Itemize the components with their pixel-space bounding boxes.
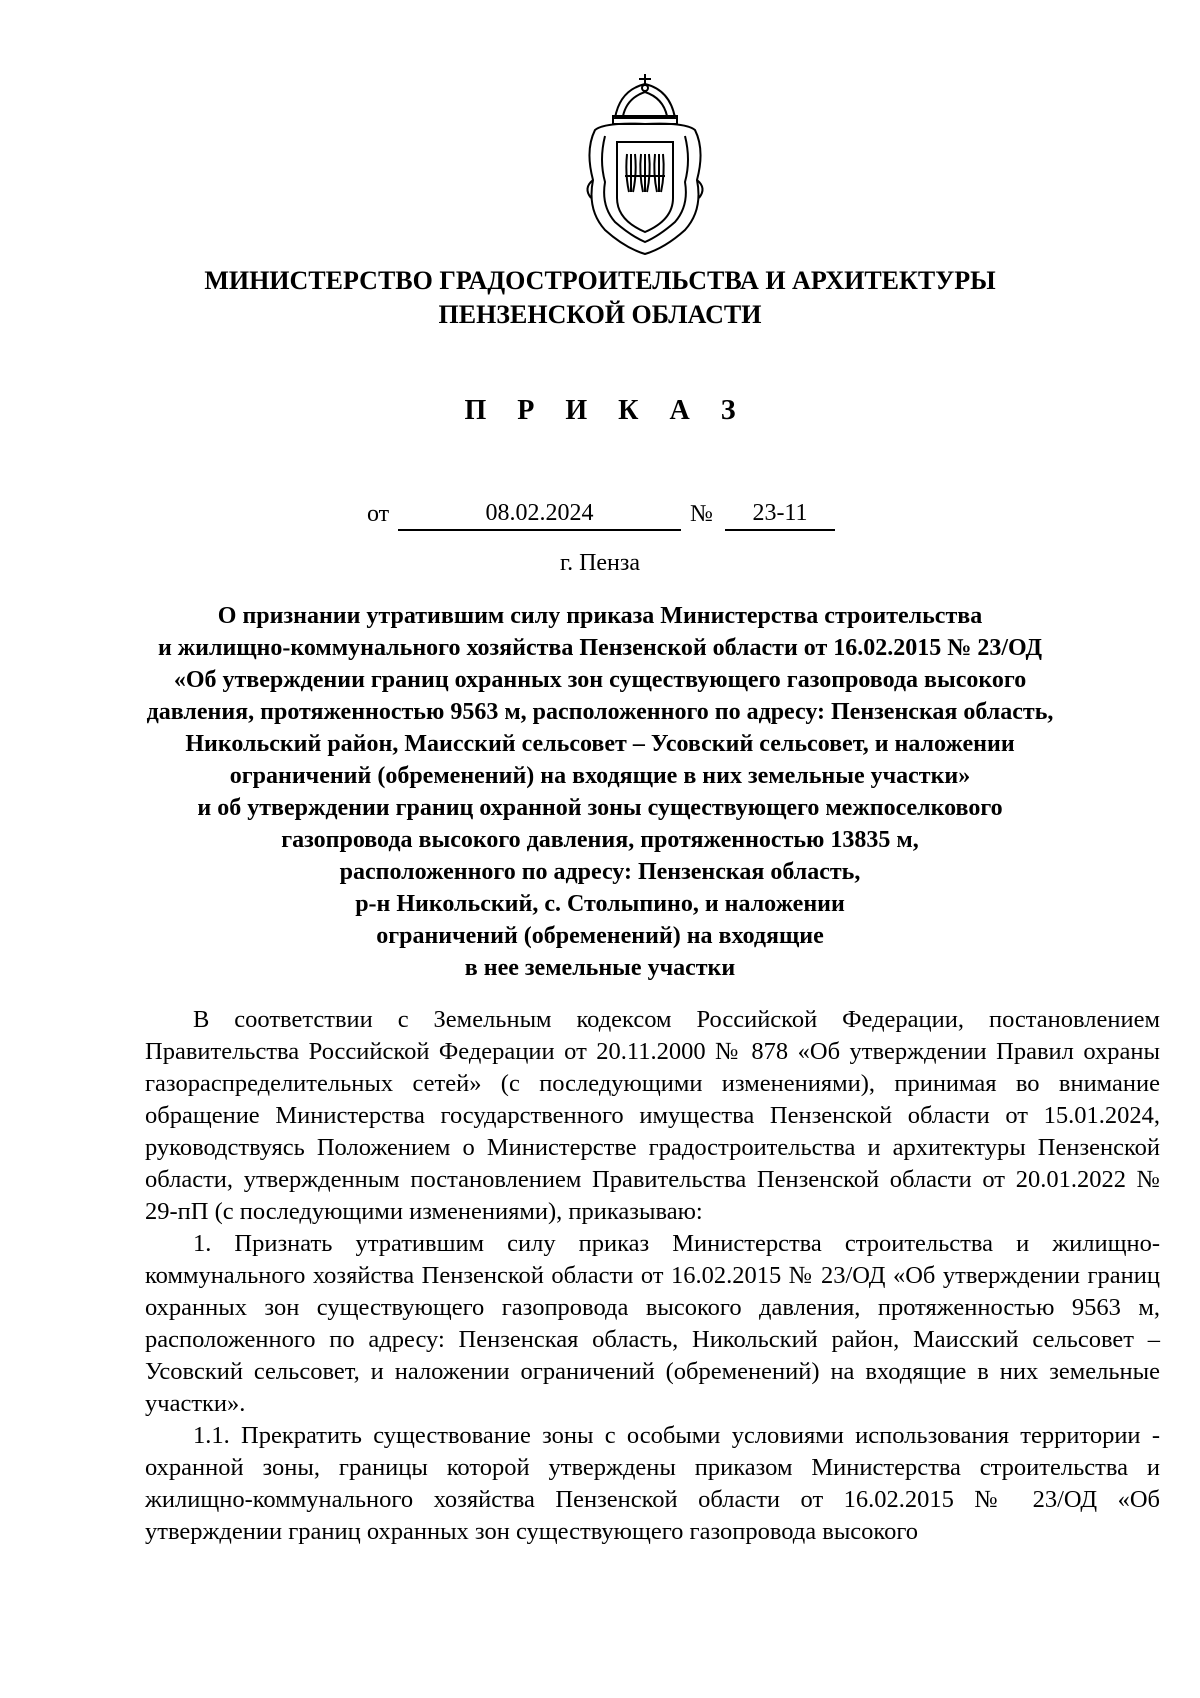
ministry-name xyxy=(100,264,1100,332)
order-subject xyxy=(100,600,1100,984)
subject-line: Никольский район, Маисский сельсовет – Усовский сельсовет, и наложении xyxy=(185,731,1015,757)
subject-line: ограничений (обременений) на входящие xyxy=(376,923,824,949)
order-date-number xyxy=(0,497,1200,537)
order-date: 08.02.2024 xyxy=(398,497,681,531)
subject-line: ограничений (обременений) на входящие в них земельные участки» xyxy=(229,763,971,789)
subject-line: давления, протяженностью 9563 м, расположенного по адресу: Пензенская область, xyxy=(146,699,1054,725)
subject-line: и жилищно-коммунального хозяйства Пензенской области от 16.02.2015 № 23/ОД xyxy=(157,635,1043,661)
subject-line: газопровода высокого давления, протяженностью 13835 м, xyxy=(281,827,919,853)
order-number: 23-11 xyxy=(725,497,835,531)
coat-of-arms-icon xyxy=(565,70,725,260)
document-type: П Р И К А З xyxy=(464,395,748,426)
subject-line: О признании утратившим силу приказа Министерства строительства xyxy=(217,603,983,629)
body-paragraph-preamble: В соответствии с Земельным кодексом Российской Федерации, постановлением Правительства Российской Федерации от 20.11.2000 № 878 «Об утверждении Правил охраны газораспределительных сетей» (с последующими изменениями), принимая во внимание обращение Министерства государственного имущества Пензенской области от 15.01.2024, руководствуясь Положением о Министерстве градостроительства и архитектуры Пензенской области, утвержденным постановлением Правительства Пензенской области от 20.01.2022 № 29-пП (с последующими изменениями), приказываю: xyxy=(145,1006,1160,1225)
ministry-line-2: ПЕНЗЕНСКОЙ ОБЛАСТИ xyxy=(438,300,762,329)
body-paragraph-item-1: 1. Признать утратившим силу приказ Министерства строительства и жилищно-коммунального хозяйства Пензенской области от 16.02.2015 № 23/ОД «Об утверждении границ охранных зон существующего газопровода высокого давления, протяженностью 9563 м, расположенного по адресу: Пензенская область, Никольский район, Маисский сельсовет – Усовский сельсовет, и наложении ограничений (обременений) на входящие в них земельные участки». xyxy=(145,1230,1160,1417)
order-body xyxy=(145,1004,1160,1548)
subject-line: и об утверждении границ охранной зоны существующего межпоселкового xyxy=(197,795,1003,821)
ministry-line-1: МИНИСТЕРСТВО ГРАДОСТРОИТЕЛЬСТВА И АРХИТЕКТУРЫ xyxy=(204,266,996,295)
subject-line: «Об утверждении границ охранных зон существующего газопровода высокого xyxy=(173,667,1027,693)
subject-line: р-н Никольский, с. Столыпино, и наложении xyxy=(355,891,845,917)
number-label: № xyxy=(690,501,713,527)
subject-line: расположенного по адресу: Пензенская область, xyxy=(339,859,861,885)
body-paragraph-item-1-1: 1.1. Прекратить существование зоны с особыми условиями использования территории - охранной зоны, границы которой утверждены приказом Министерства строительства и жилищно-коммунального хозяйства Пензенской области от 16.02.2015 № 23/ОД «Об утверждении границ охранных зон существующего газопровода высокого xyxy=(145,1422,1160,1545)
from-label: от xyxy=(367,501,390,527)
city: г. Пенза xyxy=(559,550,641,576)
subject-line: в нее земельные участки xyxy=(464,955,736,981)
